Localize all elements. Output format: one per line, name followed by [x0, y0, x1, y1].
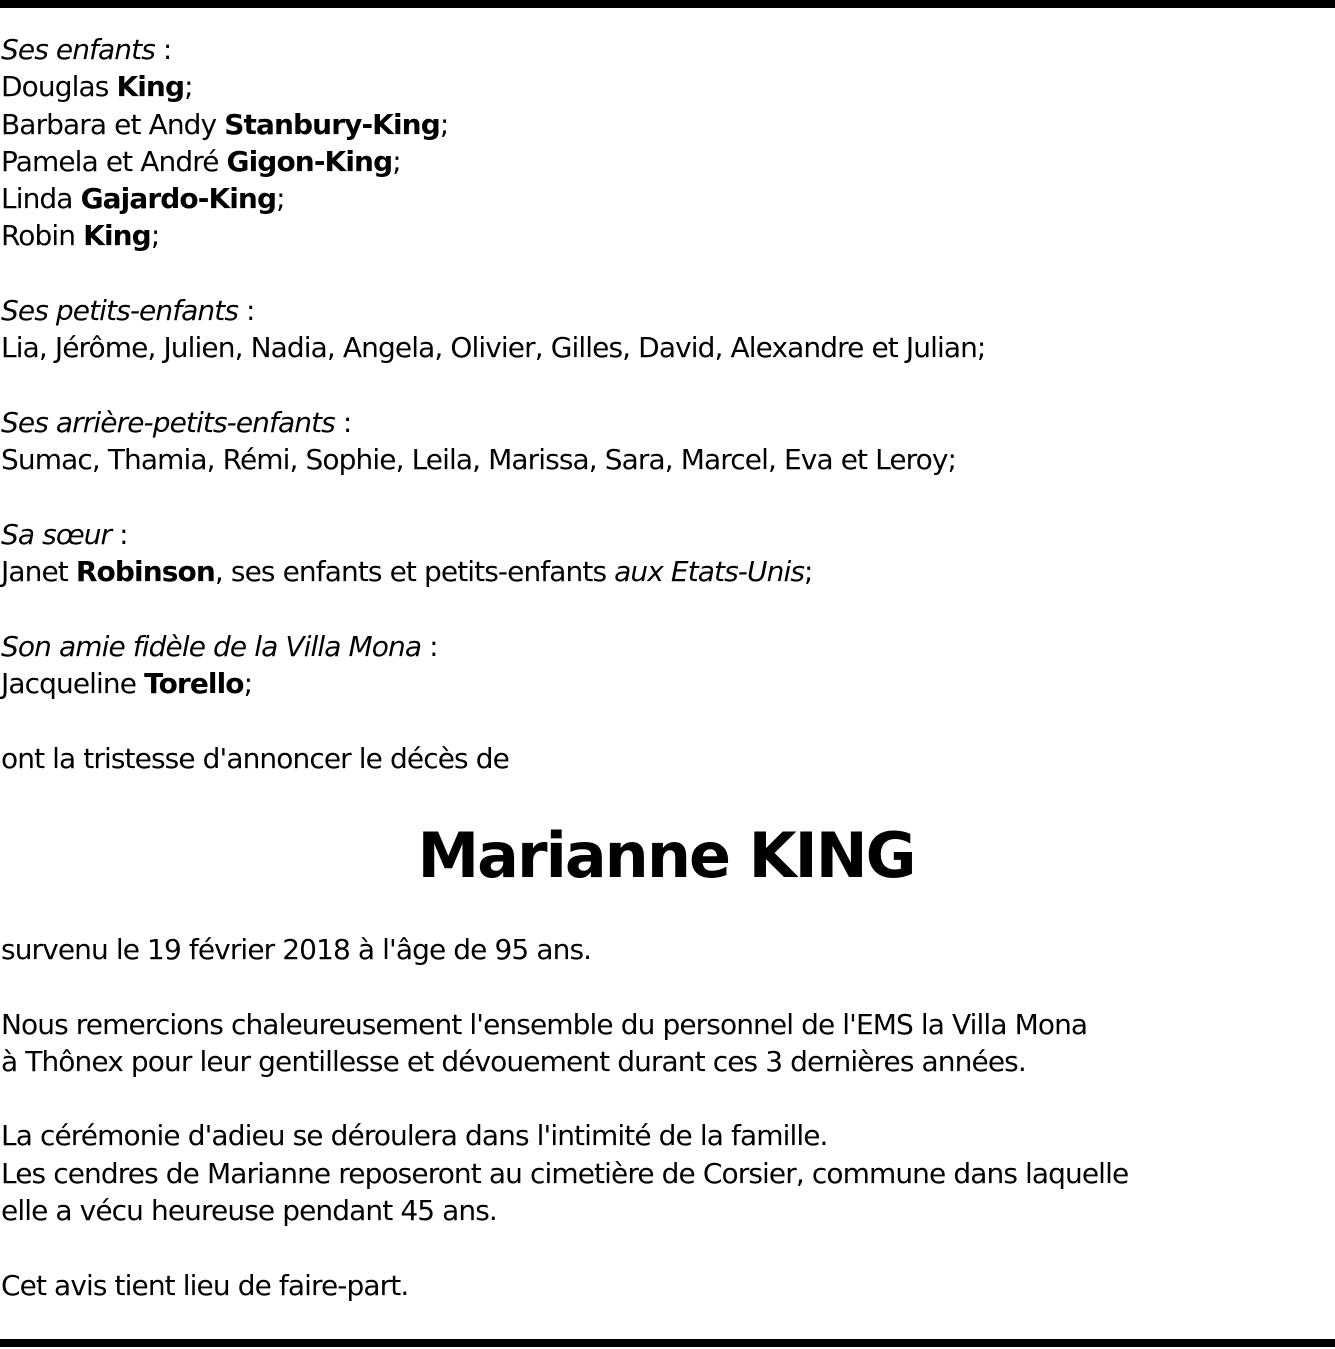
ceremony-line: La cérémonie d'adieu se déroulera dans l'intimité de la famille.: [1, 1119, 828, 1153]
great-grandchildren-list: Sumac, Thamia, Rémi, Sophie, Leila, Marissa, Sara, Marcel, Eva et Leroy;: [1, 443, 957, 477]
spacer: [1, 255, 1331, 292]
children-heading-line: Ses enfants :: [1, 33, 172, 66]
spacer: [1, 367, 1331, 404]
child-line: Barbara et Andy Stanbury-King;: [1, 107, 449, 141]
sister-line: Janet Robinson, ses enfants et petits-enfants aux Etats-Unis;: [1, 555, 813, 589]
deceased-name: Marianne KING: [417, 818, 915, 892]
thanks-line: à Thônex pour leur gentillesse et dévouement durant ces 3 dernières années.: [1, 1044, 1026, 1078]
sister-heading-line: Sa sœur :: [1, 517, 128, 551]
top-rule: [0, 0, 1335, 8]
child-line: Douglas King;: [1, 70, 193, 104]
child-line: Robin King;: [1, 219, 160, 253]
announcement: ont la tristesse d'annoncer le décès de: [1, 741, 509, 775]
children-heading: Ses enfants: [1, 33, 155, 66]
obituary-notice: [1, 31, 1331, 1304]
spacer: [1, 590, 1331, 627]
ceremony-line: Les cendres de Marianne reposeront au cimetière de Corsier, commune dans laquelle: [1, 1156, 1129, 1190]
spacer: [1, 702, 1331, 739]
child-line: Pamela et André Gigon-King;: [1, 144, 401, 178]
spacer: [1, 968, 1331, 1005]
grandchildren-heading: Ses petits-enfants: [1, 294, 239, 328]
friend-heading: Son amie fidèle de la Villa Mona: [1, 629, 422, 663]
grandchildren-list: Lia, Jérôme, Julien, Nadia, Angela, Olivier, Gilles, David, Alexandre et Julian;: [1, 331, 986, 365]
grandchildren-heading-line: Ses petits-enfants :: [1, 294, 255, 328]
great-grandchildren-heading-line: Ses arrière-petits-enfants :: [1, 405, 352, 439]
child-line: Linda Gajardo-King;: [1, 182, 285, 216]
great-grandchildren-heading: Ses arrière-petits-enfants: [1, 405, 335, 439]
bottom-rule: [0, 1339, 1335, 1347]
spacer: [1, 1229, 1331, 1266]
closing-line: Cet avis tient lieu de faire-part.: [1, 1268, 409, 1302]
spacer: [1, 1080, 1331, 1117]
thanks-line: Nous remercions chaleureusement l'ensemble du personnel de l'EMS la Villa Mona: [1, 1007, 1088, 1041]
death-details: survenu le 19 février 2018 à l'âge de 95 ans.: [1, 932, 592, 966]
friend-heading-line: Son amie fidèle de la Villa Mona :: [1, 629, 438, 663]
sister-heading: Sa sœur: [1, 517, 112, 551]
ceremony-line: elle a vécu heureuse pendant 45 ans.: [1, 1194, 497, 1228]
spacer: [1, 479, 1331, 516]
friend-line: Jacqueline Torello;: [1, 667, 253, 701]
